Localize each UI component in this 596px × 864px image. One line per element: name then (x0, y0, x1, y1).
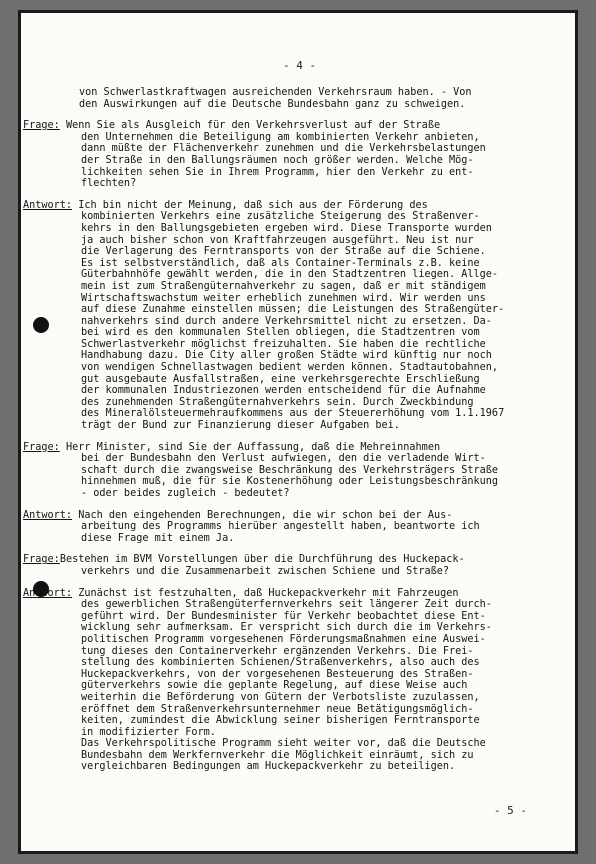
text-line: güterverkehrs sowie die geplante Regelung, auf diese Weise auch (81, 680, 468, 692)
text-line: wicklung sehr aufmerksam. Er verspricht sich durch die im Verkehrs- (81, 622, 492, 634)
text-line-body: Bestehen im BVM Vorstellungen über die Durchführung des Huckepack- (59, 554, 465, 566)
text-line: bei wird es den kommunalen Stellen obliegen, die Stadtzentren vom (81, 327, 480, 339)
question-2 (23, 442, 571, 500)
text-line: Es ist selbstverständlich, daß als Container-Terminals z.B. keine (81, 257, 480, 269)
text-line: trägt der Bund zur Finanzierung dieser Aufgaben bei. (81, 420, 400, 432)
text-line: Wirtschaftswachstum weiter erheblich zunehmen wird. Wir werden uns (81, 292, 486, 304)
text-line: mein ist zum Straßengüternahverkehr zu sagen, daß er mit ständigem (81, 280, 486, 292)
text-line (23, 554, 571, 566)
text-line: auf diese Zunahme einstellen müssen; die Leistungen des Straßengüter- (81, 304, 505, 316)
question-label: Frage: (23, 441, 60, 453)
text-line-body: Ich bin nicht der Meinung, daß sich aus der Förderung des (72, 199, 428, 211)
text-line: verkehrs und die Zusammenarbeit zwischen Schiene und Straße? (81, 565, 450, 577)
question-label: Frage: (23, 554, 60, 566)
text-line: hinnehmen muß, die für sie Kostenerhöhung oder Leistungsbeschränkung (81, 476, 499, 488)
text-line: Schwerlastverkehr möglichst freizuhalten. Sie haben die rechtliche (81, 338, 486, 350)
text-line: von wendigen Schnellastwagen bedient werden können. Stadtautobahnen, (81, 362, 499, 374)
text-line: Handhabung dazu. Die City aller großen Städte wird künftig nur noch (81, 350, 492, 362)
document-page (18, 10, 578, 854)
answer-3 (23, 588, 571, 774)
answer-1 (23, 200, 571, 432)
text-line-body: Herr Minister, sind Sie der Auffassung, daß die Mehreinnahmen (59, 441, 441, 453)
text-line: diese Frage mit einem Ja. (81, 532, 235, 544)
text-line: des gewerblichen Straßengüterfernverkehrs seit längerer Zeit durch- (81, 599, 492, 611)
text-line: arbeitung des Programms hierüber angestellt haben, beantworte ich (81, 521, 480, 533)
answer-label: Antwort: (23, 509, 73, 521)
text-line: der Straße in den Ballungsräumen noch größer werden. Welche Mög- (81, 154, 474, 166)
text-line: des zunehmenden Straßengüternahverkehrs sein. Durch Zweckbindung (81, 396, 474, 408)
question-3 (23, 554, 571, 577)
text-line: den Unternehmen die Beteiligung am kombinierten Verkehr anbieten, (81, 131, 480, 143)
text-line: Das Verkehrspolitische Programm sieht weiter vor, daß die Deutsche (81, 738, 486, 750)
question-label: Frage: (23, 120, 60, 132)
text-line: Güterbahnhöfe gewählt werden, die in den Stadtzentren liegen. Allge- (81, 269, 499, 281)
text-line: nahverkehrs sind durch andere Verkehrsmittel nicht zu ersetzen. Da- (81, 315, 492, 327)
text-line-body: Wenn Sie als Ausgleich für den Verkehrsverlust auf der Straße (59, 120, 441, 132)
answer-2 (23, 510, 571, 545)
text-line: der kommunalen Industriezonen werden entscheidend für die Aufnahme (81, 385, 486, 397)
text-line (23, 200, 571, 212)
page-footer-number: - 5 - (493, 804, 527, 817)
text-line: Huckepackverkehrs, von der vorgesehenen Besteuerung des Straßen- (81, 668, 474, 680)
text-line (23, 588, 571, 600)
text-line: stellung des kombinierten Schienen/Straßenverkehrs, also auch des (81, 657, 480, 669)
text-line: vergleichbaren Bedingungen am Huckepackverkehr zu beteiligen. (81, 761, 456, 773)
text-line: in modifizierter Form. (81, 726, 216, 738)
text-line: eröffnet dem Straßenverkehrsunternehmer neue Betätigungsmöglich- (81, 703, 474, 715)
intro-paragraph (79, 87, 571, 110)
text-line: kehrs in den Ballungsgebieten ergeben wird. Diese Transporte wurden (81, 222, 492, 234)
text-line (23, 442, 571, 454)
text-line: gut ausgebaute Ausfallstraßen, eine verkehrsgerechte Erschließung (81, 373, 480, 385)
text-line: des Mineralölsteuermehraufkommens aus der Steuererhöhung vom 1.1.1967 (81, 408, 505, 420)
answer-label: Antwort: (23, 199, 73, 211)
text-line: keiten, zumindest die Abwicklung seiner bisherigen Ferntransporte (81, 715, 480, 727)
text-line: bei der Bundesbahn den Verlust aufwiegen, den die verladende Wirt- (81, 453, 486, 465)
text-line-body: Nach den eingehenden Berechnungen, die wir schon bei der Aus- (72, 509, 453, 521)
text-line: kombinierten Verkehrs eine zusätzliche Steigerung des Straßenver- (81, 211, 480, 223)
text-line: dann müßte der Flächenverkehr zunehmen und die Verkehrsbelastungen (81, 143, 486, 155)
text-line: weiterhin die Beförderung von Gütern der Verbotsliste zuzulassen, (81, 691, 480, 703)
text-line (23, 510, 571, 522)
text-line: tung dieses den Containerverkehr ergänzenden Verkehrs. Die Frei- (81, 645, 474, 657)
text-line: ja auch bisher schon von Kraftfahrzeugen ausgeführt. Neu ist nur (81, 234, 474, 246)
text-line: von Schwerlastkraftwagen ausreichenden Verkehrsraum haben. - Von (79, 87, 472, 98)
page-header-number: - 4 - (283, 59, 317, 72)
question-1 (23, 120, 571, 190)
text-line: den Auswirkungen auf die Deutsche Bundesbahn ganz zu schweigen. (79, 98, 466, 110)
text-line-body: Zunächst ist festzuhalten, daß Huckepackverkehr mit Fahrzeugen (72, 587, 459, 599)
text-line: politischen Programm vorgesehenen Förderungsmaßnahmen eine Auswei- (81, 633, 486, 645)
answer-label: Antwort: (23, 587, 73, 599)
page-text (23, 87, 571, 783)
text-line: die Verlagerung des Ferntransports von der Straße auf die Schiene. (81, 246, 486, 258)
text-line: schaft durch die zwangsweise Beschränkung des Verkehrsträgers Straße (81, 464, 499, 476)
text-line: Bundesbahn dem Werkfernverkehr die Möglichkeit einräumt, sich zu (81, 749, 474, 761)
text-line: - oder beides zugleich - bedeutet? (81, 488, 290, 499)
text-line: lichkeiten sehen Sie in Ihrem Programm, hier den Verkehr zu ent- (81, 166, 474, 178)
text-line (23, 120, 571, 132)
text-line: geführt wird. Der Bundesminister für Verkehr beobachtet diese Ent- (81, 610, 486, 622)
text-line: flechten? (81, 178, 137, 190)
